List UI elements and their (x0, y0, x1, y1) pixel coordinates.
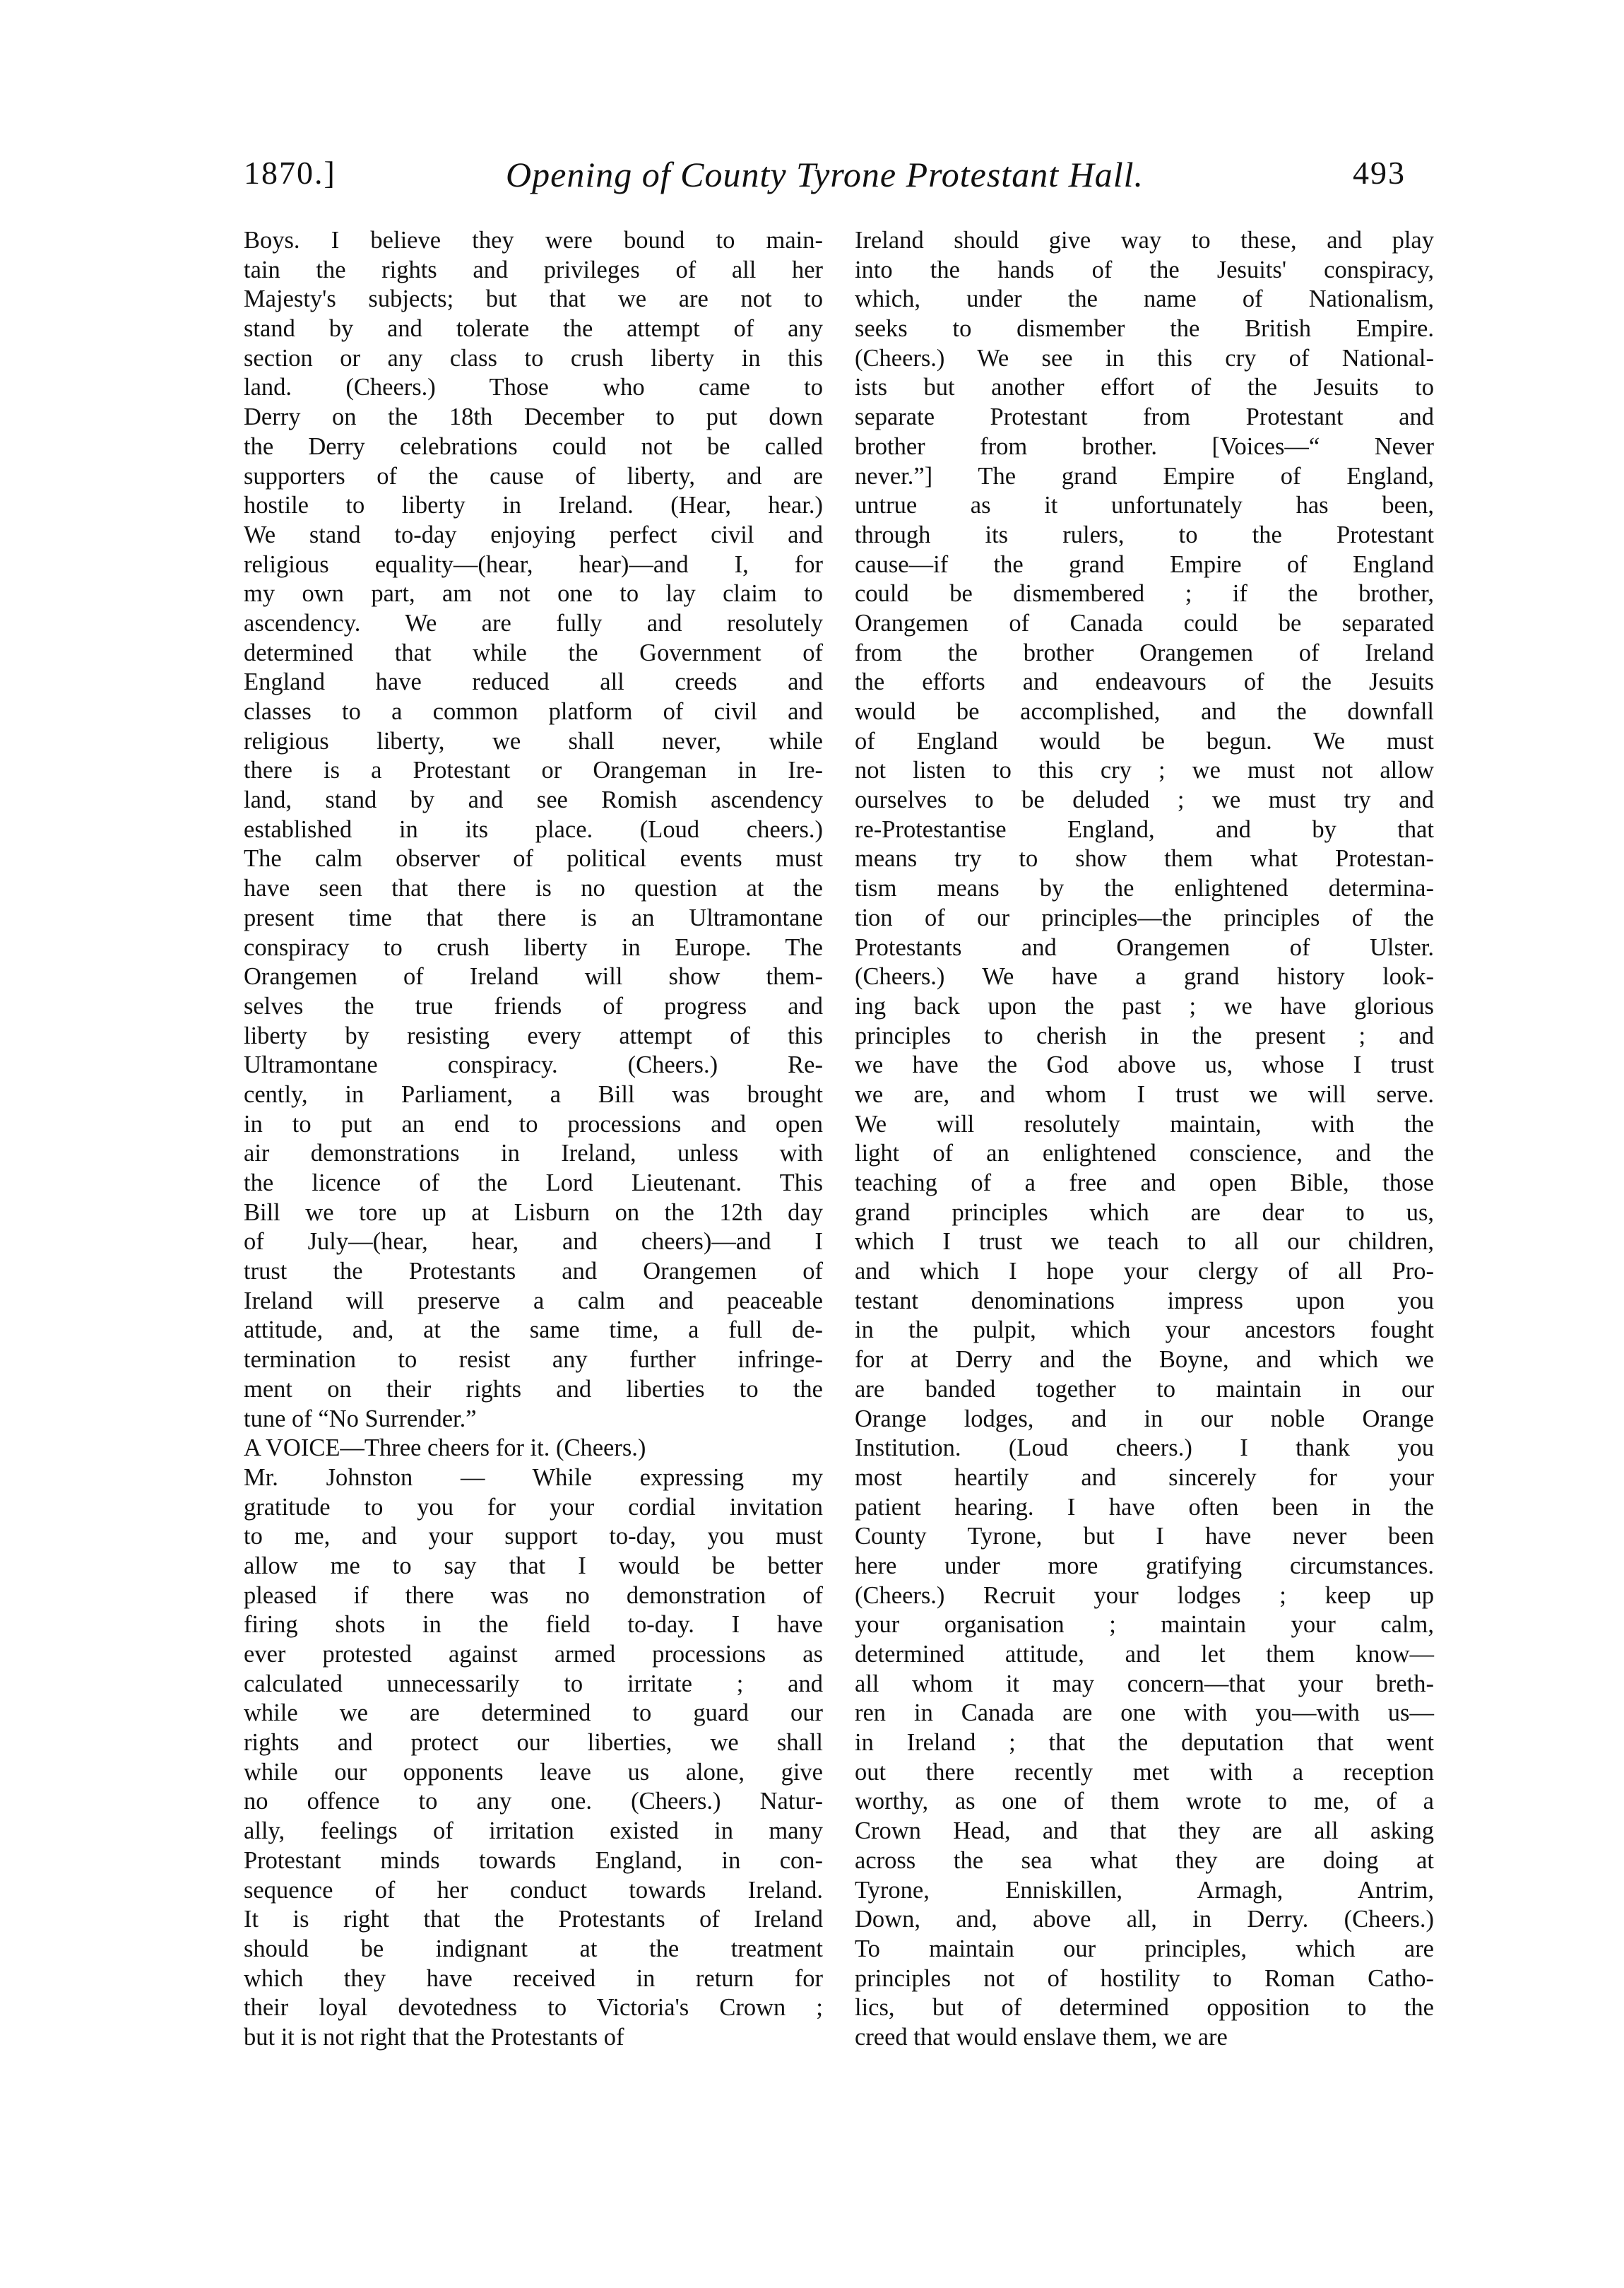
text-line: hostile to liberty in Ireland. (Hear, hear.) (244, 492, 823, 519)
text-line: established in its place. (Loud cheers.) (244, 815, 823, 843)
text-line: gratitude to you for your cordial invitation (244, 1493, 823, 1521)
text-line: Institution. (Loud cheers.) I thank you (855, 1434, 1434, 1462)
text-line: The calm observer of political events must (244, 845, 823, 873)
text-line: separate Protestant from Protestant and (855, 403, 1434, 431)
text-line: creed that would enslave them, we are (855, 2023, 1228, 2051)
text-line: of England would be begun. We must (855, 727, 1434, 755)
text-line: testant denominations impress upon you (855, 1287, 1434, 1314)
text-line: Tyrone, Enniskillen, Armagh, Antrim, (855, 1876, 1434, 1904)
text-line: teaching of a free and open Bible, those (855, 1169, 1434, 1196)
text-line: air demonstrations in Ireland, unless with (244, 1140, 823, 1167)
text-line: trust the Protestants and Orangemen of (244, 1258, 823, 1285)
text-line: for at Derry and the Boyne, and which we (855, 1346, 1434, 1374)
text-line: Down, and, above all, in Derry. (Cheers.) (855, 1906, 1434, 1933)
text-line: land. (Cheers.) Those who came to (244, 374, 823, 401)
text-line: should be indignant at the treatment (244, 1935, 823, 1962)
text-line: and which I hope your clergy of all Pro- (855, 1258, 1434, 1285)
text-line: present time that there is an Ultramontane (244, 904, 823, 931)
text-line: A VOICE—Three cheers for it. (Cheers.) (244, 1434, 646, 1462)
page-number: 493 (1353, 155, 1406, 191)
text-line: the efforts and endeavours of the Jesuits (855, 668, 1434, 696)
text-line: the Derry celebrations could not be called (244, 432, 823, 460)
text-line: To maintain our principles, which are (855, 1935, 1434, 1962)
text-line: (Cheers.) We have a grand history look- (855, 963, 1434, 991)
text-line: England have reduced all creeds and (244, 668, 823, 696)
text-line: Boys. I believe they were bound to main- (244, 227, 823, 254)
text-line: have seen that there is no question at the (244, 875, 823, 902)
text-line: here under more gratifying circumstances. (855, 1552, 1434, 1579)
text-line: determined attitude, and let them know— (855, 1641, 1434, 1668)
text-line: while our opponents leave us alone, give (244, 1758, 823, 1786)
text-line: which they have received in return for (244, 1964, 823, 1992)
text-line: County Tyrone, but I have never been (855, 1523, 1434, 1550)
text-line: from the brother Orangemen of Ireland (855, 639, 1434, 666)
text-line: re-Protestantise England, and by that (855, 815, 1434, 843)
text-line: land, stand by and see Romish ascendency (244, 786, 823, 814)
text-line: across the sea what they are doing at (855, 1846, 1434, 1874)
text-line: ally, feelings of irritation existed in many (244, 1817, 823, 1845)
text-line: cently, in Parliament, a Bill was brought (244, 1080, 823, 1108)
text-line: principles to cherish in the present ; and (855, 1022, 1434, 1049)
text-line: determined that while the Government of (244, 639, 823, 666)
text-line: pleased if there was no demonstration of (244, 1581, 823, 1609)
text-line: ment on their rights and liberties to the (244, 1375, 823, 1403)
text-line: no offence to any one. (Cheers.) Natur- (244, 1788, 823, 1815)
text-line: ourselves to be deluded ; we must try and (855, 786, 1434, 814)
text-line: in Ireland ; that the deputation that went (855, 1729, 1434, 1757)
text-line: seeks to dismember the British Empire. (855, 315, 1434, 343)
text-line: Orangemen of Canada could be separated (855, 609, 1434, 637)
text-line: ren in Canada are one with you—with us— (855, 1699, 1434, 1727)
text-line: religious liberty, we shall never, while (244, 727, 823, 755)
text-line: means try to show them what Protestan- (855, 845, 1434, 873)
text-line: while we are determined to guard our (244, 1699, 823, 1727)
text-line: the licence of the Lord Lieutenant. This (244, 1169, 823, 1196)
text-line: untrue as it unfortunately has been, (855, 492, 1434, 519)
text-line: Ireland should give way to these, and play (855, 227, 1434, 254)
text-line: firing shots in the field to-day. I have (244, 1611, 823, 1639)
text-line: grand principles which are dear to us, (855, 1198, 1434, 1226)
text-line: Bill we tore up at Lisburn on the 12th day (244, 1198, 823, 1226)
text-line: ists but another effort of the Jesuits to (855, 374, 1434, 401)
text-line: there is a Protestant or Orangeman in Ire- (244, 757, 823, 784)
text-line: your organisation ; maintain your calm, (855, 1611, 1434, 1639)
text-line: into the hands of the Jesuits' conspiracy, (855, 256, 1434, 283)
text-line: attitude, and, at the same time, a full de- (244, 1316, 823, 1344)
text-line: ascendency. We are fully and resolutely (244, 609, 823, 637)
text-line: tune of “No Surrender.” (244, 1405, 477, 1432)
text-line: but it is not right that the Protestants of (244, 2023, 624, 2051)
text-line: (Cheers.) We see in this cry of National- (855, 344, 1434, 372)
text-line: in to put an end to processions and open (244, 1110, 823, 1138)
text-line: to me, and your support to-day, you must (244, 1523, 823, 1550)
text-line: It is right that the Protestants of Ireland (244, 1906, 823, 1933)
page-header (244, 154, 1406, 204)
text-line: light of an enlightened conscience, and the (855, 1140, 1434, 1167)
text-line: through its rulers, to the Protestant (855, 521, 1434, 548)
text-line: allow me to say that I would be better (244, 1552, 823, 1579)
text-line: ever protested against armed processions as (244, 1641, 823, 1668)
text-line: supporters of the cause of liberty, and are (244, 462, 823, 490)
text-line: my own part, am not one to lay claim to (244, 580, 823, 608)
text-line: cause—if the grand Empire of England (855, 550, 1434, 578)
text-line: patient hearing. I have often been in the (855, 1493, 1434, 1521)
text-line: Majesty's subjects; but that we are not to (244, 285, 823, 313)
text-line: Protestant minds towards England, in con- (244, 1846, 823, 1874)
left-text-column (244, 226, 823, 2053)
text-line: ing back upon the past ; we have glorious (855, 992, 1434, 1020)
text-line: in the pulpit, which your ancestors fought (855, 1316, 1434, 1344)
text-line: most heartily and sincerely for your (855, 1463, 1434, 1491)
text-line: (Cheers.) Recruit your lodges ; keep up (855, 1581, 1434, 1609)
text-line: tion of our principles—the principles of the (855, 904, 1434, 931)
text-line: out there recently met with a reception (855, 1758, 1434, 1786)
text-line: all whom it may concern—that your breth- (855, 1670, 1434, 1697)
text-line: of July—(hear, hear, and cheers)—and I (244, 1228, 823, 1256)
text-line: are banded together to maintain in our (855, 1375, 1434, 1403)
text-line: we are, and whom I trust we will serve. (855, 1080, 1434, 1108)
text-line: section or any class to crush liberty in this (244, 344, 823, 372)
text-line: principles not of hostility to Roman Catho- (855, 1964, 1434, 1992)
text-line: tism means by the enlightened determina- (855, 875, 1434, 902)
text-line: brother from brother. [Voices—“ Never (855, 432, 1434, 460)
text-line: We will resolutely maintain, with the (855, 1110, 1434, 1138)
text-line: tain the rights and privileges of all her (244, 256, 823, 283)
text-line: religious equality—(hear, hear)—and I, for (244, 550, 823, 578)
text-line: Ultramontane conspiracy. (Cheers.) Re- (244, 1051, 823, 1079)
text-line: their loyal devotedness to Victoria's Crown ; (244, 1994, 823, 2022)
text-line: Crown Head, and that they are all asking (855, 1817, 1434, 1845)
text-line: we have the God above us, whose I trust (855, 1051, 1434, 1079)
right-text-column (855, 226, 1434, 2053)
text-line: could be dismembered ; if the brother, (855, 580, 1434, 608)
text-line: Protestants and Orangemen of Ulster. (855, 933, 1434, 961)
text-line: selves the true friends of progress and (244, 992, 823, 1020)
text-line: Ireland will preserve a calm and peaceable (244, 1287, 823, 1314)
text-line: lics, but of determined opposition to the (855, 1994, 1434, 2022)
text-line: which I trust we teach to all our children, (855, 1228, 1434, 1256)
text-line: conspiracy to crush liberty in Europe. The (244, 933, 823, 961)
text-line: Orangemen of Ireland will show them- (244, 963, 823, 991)
header-year: 1870.] (244, 155, 336, 191)
text-line: rights and protect our liberties, we shall (244, 1729, 823, 1757)
text-line: not listen to this cry ; we must not allow (855, 757, 1434, 784)
text-line: We stand to-day enjoying perfect civil and (244, 521, 823, 548)
text-line: would be accomplished, and the downfall (855, 698, 1434, 725)
text-line: termination to resist any further infringe- (244, 1346, 823, 1374)
text-line: stand by and tolerate the attempt of any (244, 315, 823, 343)
text-line: never.”] The grand Empire of England, (855, 462, 1434, 490)
running-title: Opening of County Tyrone Protestant Hall. (506, 155, 1144, 194)
text-line: classes to a common platform of civil and (244, 698, 823, 725)
text-line: which, under the name of Nationalism, (855, 285, 1434, 313)
text-line: worthy, as one of them wrote to me, of a (855, 1788, 1434, 1815)
text-line: Orange lodges, and in our noble Orange (855, 1405, 1434, 1432)
text-line: sequence of her conduct towards Ireland. (244, 1876, 823, 1904)
text-line: calculated unnecessarily to irritate ; and (244, 1670, 823, 1697)
text-line: Derry on the 18th December to put down (244, 403, 823, 431)
text-line: liberty by resisting every attempt of this (244, 1022, 823, 1049)
text-line: Mr. Johnston — While expressing my (244, 1463, 823, 1491)
